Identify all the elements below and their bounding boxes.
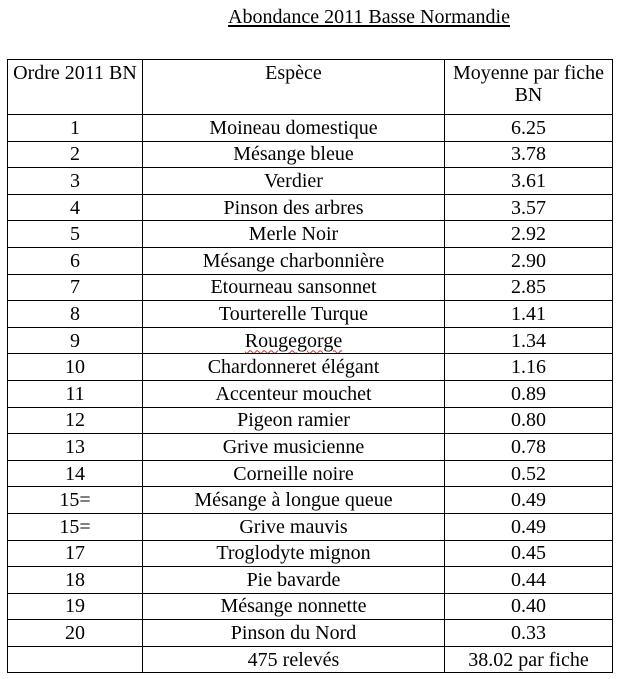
cell-species: Accenteur mouchet: [143, 380, 445, 407]
table-row: [8, 540, 613, 567]
cell-rank: 12: [8, 407, 143, 434]
cell-rank: 10: [8, 354, 143, 381]
table-row: [8, 354, 613, 381]
cell-mean: 0.40: [445, 593, 613, 620]
table-row: [8, 221, 613, 248]
cell-rank: 8: [8, 301, 143, 328]
table-row: [8, 141, 613, 168]
cell-rank: 4: [8, 194, 143, 221]
cell-mean: 3.57: [445, 194, 613, 221]
table-row: [8, 327, 613, 354]
cell-rank: 6: [8, 247, 143, 274]
cell-mean: 0.49: [445, 513, 613, 540]
cell-mean: 1.16: [445, 354, 613, 381]
table-body: [8, 115, 613, 647]
table-header-row: [8, 60, 613, 115]
cell-rank: 15=: [8, 513, 143, 540]
cell-rank: 17: [8, 540, 143, 567]
table-row: [8, 407, 613, 434]
table-row: [8, 593, 613, 620]
footer-rank: [8, 646, 143, 673]
table-row: [8, 487, 613, 514]
table-row: [8, 274, 613, 301]
cell-mean: 0.44: [445, 567, 613, 594]
table-row: [8, 434, 613, 461]
cell-mean: 1.34: [445, 327, 613, 354]
cell-mean: 0.80: [445, 407, 613, 434]
cell-mean: 0.89: [445, 380, 613, 407]
document-title: Abondance 2011 Basse Normandie: [228, 6, 510, 28]
cell-rank: 5: [8, 221, 143, 248]
cell-mean: 2.92: [445, 221, 613, 248]
table-row: [8, 194, 613, 221]
cell-species: Pinson du Nord: [143, 620, 445, 647]
table-row: [8, 460, 613, 487]
cell-mean: 6.25: [445, 115, 613, 142]
abundance-table: [7, 59, 613, 673]
cell-mean: 0.52: [445, 460, 613, 487]
cell-rank: 14: [8, 460, 143, 487]
cell-mean: 3.78: [445, 141, 613, 168]
cell-mean: 0.45: [445, 540, 613, 567]
cell-species: Merle Noir: [143, 221, 445, 248]
cell-species: [143, 327, 445, 354]
cell-mean: 1.41: [445, 301, 613, 328]
table-row: [8, 513, 613, 540]
cell-rank: 19: [8, 593, 143, 620]
cell-mean: 2.85: [445, 274, 613, 301]
cell-rank: 20: [8, 620, 143, 647]
cell-rank: 13: [8, 434, 143, 461]
cell-rank: 7: [8, 274, 143, 301]
cell-species: Mésange charbonnière: [143, 247, 445, 274]
cell-species: Tourterelle Turque: [143, 301, 445, 328]
cell-mean: 0.78: [445, 434, 613, 461]
cell-mean: 3.61: [445, 168, 613, 195]
cell-species: Corneille noire: [143, 460, 445, 487]
cell-species: Grive musicienne: [143, 434, 445, 461]
cell-species: Pie bavarde: [143, 567, 445, 594]
cell-species: Etourneau sansonnet: [143, 274, 445, 301]
table-footer-row: [8, 646, 613, 673]
table-row: [8, 380, 613, 407]
header-mean: Moyenne par fiche BN: [445, 60, 613, 115]
cell-species: Pigeon ramier: [143, 407, 445, 434]
table-row: [8, 301, 613, 328]
cell-species: Mésange à longue queue: [143, 487, 445, 514]
table-row: [8, 115, 613, 142]
cell-species: Moineau domestique: [143, 115, 445, 142]
header-rank: Ordre 2011 BN: [8, 60, 143, 115]
table-row: [8, 620, 613, 647]
table-row: [8, 567, 613, 594]
cell-mean: 0.49: [445, 487, 613, 514]
cell-mean: 2.90: [445, 247, 613, 274]
table-row: [8, 168, 613, 195]
cell-rank: 18: [8, 567, 143, 594]
cell-rank: 15=: [8, 487, 143, 514]
table-row: [8, 247, 613, 274]
cell-species: Mésange bleue: [143, 141, 445, 168]
cell-species: Troglodyte mignon: [143, 540, 445, 567]
cell-species: Verdier: [143, 168, 445, 195]
cell-species: Chardonneret élégant: [143, 354, 445, 381]
cell-rank: 2: [8, 141, 143, 168]
cell-rank: 3: [8, 168, 143, 195]
cell-species: Pinson des arbres: [143, 194, 445, 221]
spellcheck-flagged-word: Rougegorge: [244, 329, 343, 352]
footer-mean-per-form: 38.02 par fiche: [445, 646, 613, 673]
cell-mean: 0.33: [445, 620, 613, 647]
cell-rank: 11: [8, 380, 143, 407]
cell-rank: 1: [8, 115, 143, 142]
footer-total-records: 475 relevés: [143, 646, 445, 673]
cell-species: Mésange nonnette: [143, 593, 445, 620]
cell-rank: 9: [8, 327, 143, 354]
header-species: Espèce: [143, 60, 445, 115]
cell-species: Grive mauvis: [143, 513, 445, 540]
